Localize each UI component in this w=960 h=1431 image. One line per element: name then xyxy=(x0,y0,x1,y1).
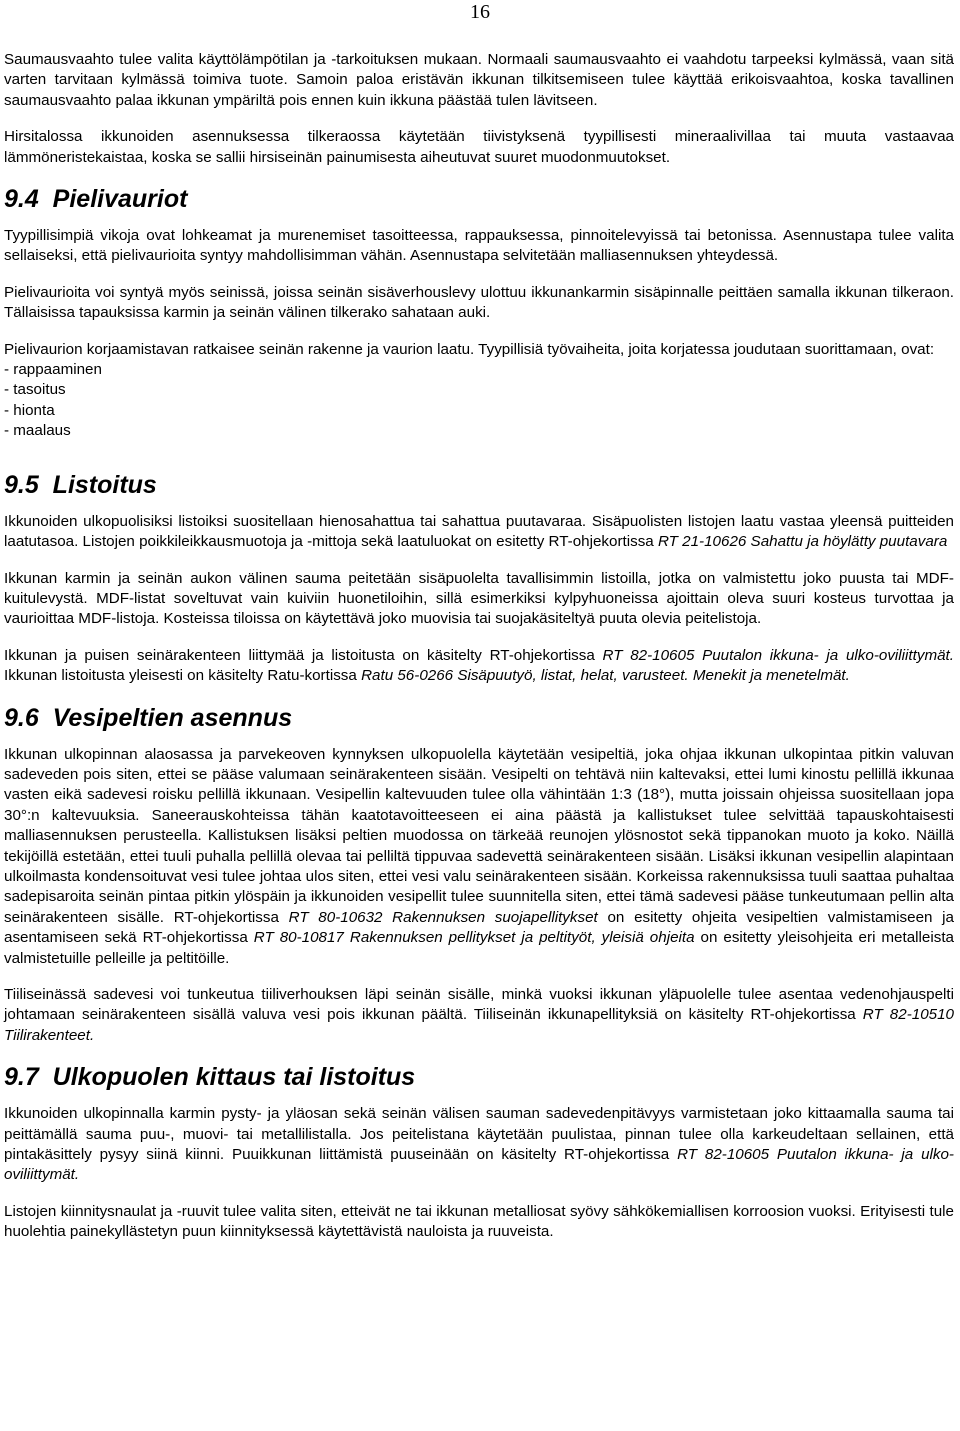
paragraph-log-house: Hirsitalossa ikkunoiden asennuksessa tilkeraossa käytetään tiivistyksenä tyypillisesti mineraalivillaa tai muuta vastaavaa lämmöneristekaistaa, koska se sallii hirsiseinän painumisesta aiheutuvat suuret muodonmuutokset. xyxy=(4,128,954,166)
text: on esitetty yleisohjeita eri metalleista valmistetuille pelleille ja peltitöille. xyxy=(4,929,954,967)
list-item: - hionta xyxy=(4,401,55,419)
reference: RT 82-10605 Puutalon ikkuna- ja ulko-oviliittymät. xyxy=(4,1146,954,1184)
list-item: - rappaaminen xyxy=(4,361,102,379)
reference: RT 21-10626 Sahattu ja höylätty puutavara xyxy=(657,533,948,551)
reference: RT 80-10817 Rakennuksen pellitykset ja peltityöt, yleisiä ohjeita xyxy=(253,929,695,947)
reference: RT 82-10510 Tiilirakenteet. xyxy=(4,1006,954,1044)
section-title: Listoitus xyxy=(52,470,157,499)
paragraph xyxy=(4,646,954,687)
text: Ikkunoiden ulkopinnalla karmin pysty- ja yläosan sekä seinän välisen sauman sadevedenpitävyys varmistetaan joko kittaamalla sauma tai peittämällä sauma puu-, muovi- tai metallilistalla. Jos peitelistana käytetään puulistaa, pinnan tulee olla karkeudeltaan sellainen, että pintakäsittely pysyy siinä kiinni. Puuikkunan liittämistä puuseinään on käsitelty RT-ohjekortissa xyxy=(4,1105,954,1164)
paragraph: Ikkunan karmin ja seinän aukon välinen sauma peitetään sisäpuolelta tavallisimmin listoilla, jotka on valmistettu joko puusta tai MDF-kuitulevystä. MDF-listat soveltuvat vain kuiviin huonetiloihin, sillä esimerkiksi kylpyhuoneissa ajoittain oleva suuri kosteus turvottaa ja vaurioittaa MDF-listoja. Kosteissa tiloissa on käytettävä joko muovisia tai suojakäsiteltyä puuta olevia peitelistoja. xyxy=(4,569,954,628)
text: on esitetty ohjeita vesipeltien valmistamiseen ja asentamiseen sekä RT-ohjekortissa xyxy=(4,908,954,947)
page-number: 16 xyxy=(470,1,490,23)
paragraph xyxy=(4,745,954,969)
reference: Ratu 56-0266 Sisäpuutyö, listat, helat, varusteet. Menekit ja menetelmät. xyxy=(361,667,850,685)
section-heading-9-6 xyxy=(4,703,954,733)
section-heading-9-5 xyxy=(4,470,954,500)
text: Ikkunan listoitusta yleisesti on käsitelty Ratu-kortissa xyxy=(4,667,362,685)
reference: RT 82-10605 Puutalon ikkuna- ja ulko-oviliittymät. xyxy=(602,646,954,664)
section-title: Vesipeltien asennus xyxy=(52,703,293,732)
section-heading-9-7 xyxy=(4,1062,954,1092)
paragraph: Pielivaurioita voi syntyä myös seinissä, joissa seinän sisäverhouslevy ulottuu ikkunankarmin sisäpinnalle peittäen samalla ikkunan tilkeraon. Tällaisissa tapauksissa karmin ja seinän välinen tilkerako sahataan auki. xyxy=(4,283,954,322)
reference: RT 80-10632 Rakennuksen suojapellitykset xyxy=(288,908,598,926)
list-item: - tasoitus xyxy=(4,381,66,399)
work-steps-list xyxy=(4,360,954,442)
paragraph xyxy=(4,985,954,1046)
section-number: 9.7 xyxy=(4,1063,39,1092)
document-body xyxy=(4,50,954,1259)
text: Ikkunan ulkopinnan alaosassa ja parvekeoven kynnyksen ulkopuolella käytetään vesipeltiä, joka ohjaa ikkunan ulkopintaa pitkin valuvan sadeveden pois siten, ettei se pääse valumaan seinärakenteen sisään. Vesipelti on tehtävä niin kaltevaksi, ettei lumi kinostu pellillä ikkunaa vasten eikä sadevesi roisku pellillä ikkunaan. Vesipellin kaltevuuden tulee olla vähintään 1:3 (18°), mutta joissain ohjeissa suositellaan jopa 30°:n kaltevuuksia. Saneerauskohteissa tähän kaatotavoitteeseen ei aina päästä ja kallistukset tulee selvittää tapauskohtaisesti malliasennuksen perusteella. Kallistuksen lisäksi peltien muodossa on tärkeää reunojen ylösnostot sekä tippanokan muoto ja koko. Näillä tekijöillä estetään, ettei tuuli puhalla pellillä olevaa tai pelliltä tippuvaa sadevettä seinärakenteen sisään. Lisäksi ikkunan vesipellin alapintaan ulkoilmasta kondensoituvat vesi tulee johtaa ulos siten, ettei vesi valu seinärakenteen sisään. Korkeissa rakennuksissa tuuli saattaa puhaltaa sadepisaroita seinän pintaa pitkin ylöspäin ja ikkunoiden vesipellit tulee suunnitella siten, ettei tämä sadevesi pääse tunkeutumaan pellin alta seinärakenteen sisälle. RT-ohjekortissa xyxy=(4,745,954,926)
paragraph: Pielivaurion korjaamistavan ratkaisee seinän rakenne ja vaurion laatu. Tyypillisiä työvaiheita, joita korjatessa joudutaan suorittamaan, ovat: xyxy=(4,340,935,358)
section-title: Pielivauriot xyxy=(52,185,188,214)
paragraph: Listojen kiinnitysnaulat ja -ruuvit tulee valita siten, etteivät ne tai ikkunan metalliosat syövy sähkökemiallisen korroosion vuoksi. Erityisesti tule huolehtia painekyllästetyn puun kiinnityksessä käytettävistä nauloista ja ruuveista. xyxy=(4,1202,954,1241)
text: Ikkunan ja puisen seinärakenteen liittymää ja listoitusta on käsitelty RT-ohjekortissa xyxy=(4,646,603,664)
section-heading-9-4 xyxy=(4,184,954,214)
paragraph-foam: Saumausvaahto tulee valita käyttölämpötilan ja -tarkoituksen mukaan. Normaali saumausvaahto ei vaahdotu tarpeeksi kylmässä, vaan sitä varten tarvitaan kylmässä toimiva tuote. Samoin paloa eristävän ikkunan tilkitsemiseen tulee käyttää erikoisvaahtoa, koska tavallinen saumausvaahto palaa ikkunan ympäriltä pois ennen kuin ikkuna päästää tulen lävitseen. xyxy=(4,51,954,109)
section-number: 9.6 xyxy=(4,703,39,732)
section-number: 9.5 xyxy=(4,470,39,499)
paragraph: Tyypillisimpiä vikoja ovat lohkeamat ja murenemiset tasoitteessa, rappauksessa, pinnoitelevyissä tai betonissa. Asennustapa tulee valita sellaiseksi, että pielivaurioita syntyy mahdollisimman vähän. Asennustapa selvitetään malliasennuksen yhteydessä. xyxy=(4,227,954,265)
paragraph xyxy=(4,1104,954,1186)
list-item: - maalaus xyxy=(4,422,71,440)
paragraph xyxy=(4,512,954,553)
section-title: Ulkopuolen kittaus tai listoitus xyxy=(52,1063,416,1092)
text: Tiiliseinässä sadevesi voi tunkeutua tiiliverhouksen läpi seinän sisälle, minkä vuoksi ikkunan yläpuolelle tulee asentaa vedenohjauspelti johtamaan seinärakenteen sisällä valuva vesi pois ikkunan päältä. Tiiliseinän ikkunapellityksiä on käsitelty RT-ohjekortissa xyxy=(4,986,954,1024)
section-number: 9.4 xyxy=(4,185,39,214)
text: Ikkunoiden ulkopuolisiksi listoiksi suositellaan hienosahattua tai sahattua puutavaraa. Sisäpuolisten listojen laatu vastaa yleensä puitteiden laatutasoa. Listojen poikkileikkausmuotoja ja -mittoja sekä laatuluokat on esitetty RT-ohjekortissa xyxy=(4,512,954,551)
